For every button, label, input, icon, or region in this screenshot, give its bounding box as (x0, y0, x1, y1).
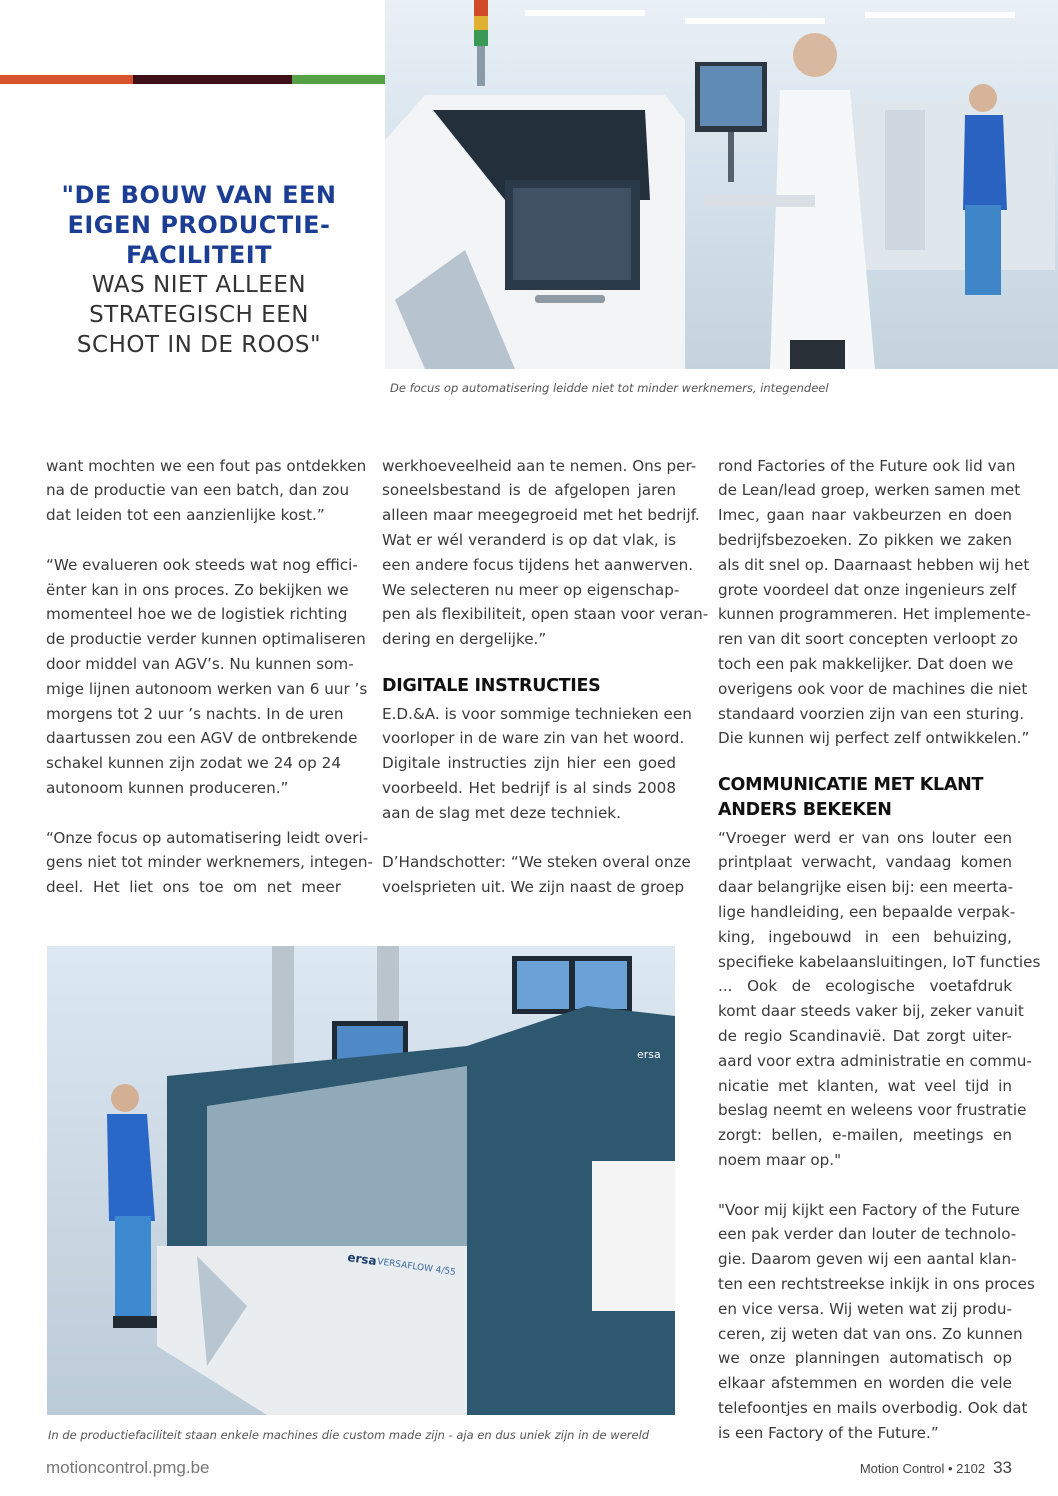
text-line: "Voor mij kijkt een Factory of the Future (718, 1200, 1020, 1219)
quote-bold-line-2: EIGEN PRODUCTIE- (67, 211, 331, 239)
text-line: alleen maar meegegroeid met het bedrijf. (382, 506, 700, 525)
text-line: Wat er wél veranderd is op dat vlak, is (382, 530, 676, 549)
footer-issue (860, 1458, 1012, 1478)
text-line: soneelsbestand is de afgelopen jaren (382, 481, 676, 500)
text-line: elkaar afstemmen en worden die vele (718, 1374, 1012, 1393)
text-line: D’Handschotter: “We steken overal onze (382, 853, 691, 872)
text-line: voorbeeld. Het bedrijf is al sinds 2008 (382, 778, 676, 797)
text-line: daartussen zou een AGV de ontbrekende (46, 729, 358, 748)
page-number: 33 (993, 1458, 1012, 1477)
text-line: E.D.&A. is voor sommige technieken een (382, 704, 692, 723)
text-line: toch een pak makkelijker. Dat doen we (718, 654, 1014, 673)
text-line: gie. Daarom geven wij een aantal klan- (718, 1250, 1017, 1269)
text-line: als dit snel op. Daarnaast hebben wij het (718, 555, 1030, 574)
text-line: dering en dergelijke.” (382, 630, 547, 649)
text-line: de regio Scandinavië. Dat zorgt uiter- (718, 1026, 1012, 1045)
text-line: aan de slag met deze techniek. (382, 803, 621, 822)
text-line: “Onze focus op automatisering leidt overi- (46, 828, 369, 847)
text-line: Digitale instructies zijn hier een goed (382, 754, 676, 773)
text-line: kunnen programmeren. Het implemente- (718, 605, 1031, 624)
text-line: grote voordeel dat onze ingenieurs zelf (718, 580, 1017, 599)
text-line: is een Factory of the Future.” (718, 1423, 939, 1442)
text-line: specifieke kabelaansluitingen, IoT functies (718, 952, 1041, 971)
top-photo-caption: De focus op automatisering leidde niet tot minder werknemers, integendeel (390, 381, 829, 395)
text-line: printplaat verwacht, vandaag komen (718, 853, 1012, 872)
text-line: werkhoeveelheid aan te nemen. Ons per- (382, 456, 697, 475)
text-line: nicatie met klanten, wat veel tijd in (718, 1076, 1012, 1095)
text-line: beslag neemt en weleens voor frustratie (718, 1101, 1027, 1120)
text-line: een pak verder dan louter de technolo- (718, 1225, 1017, 1244)
footer-issue-label: Motion Control • 2102 (859, 1461, 986, 1476)
pull-quote (40, 180, 358, 360)
text-line: ceren, zij weten dat van ons. Zo kunnen (718, 1324, 1023, 1343)
text-line: overigens ook voor de machines die niet (718, 679, 1028, 698)
quote-light-line-2: STRATEGISCH EEN (89, 302, 309, 328)
section-heading-communicatie-line: COMMUNICATIE MET KLANT (718, 775, 984, 795)
text-line: ten een rechtstreekse inkijk in ons proces (718, 1274, 1035, 1293)
text-line: noem maar op." (718, 1150, 842, 1169)
text-line: schakel kunnen zijn zodat we 24 op 24 (46, 754, 341, 773)
text-line: een andere focus tijdens het aanwerven. (382, 555, 694, 574)
text-line: morgens tot 2 uur ’s nachts. In de uren (46, 704, 344, 723)
accent-bar-orange (0, 75, 133, 84)
text-line: zorgt: bellen, e-mailen, meetings en (718, 1126, 1012, 1145)
text-line: telefoontjes en mails overbodig. Ook dat (718, 1398, 1028, 1417)
text-line: king, ingebouwd in een behuizing, (718, 927, 1012, 946)
text-line: na de productie van een batch, dan zou (46, 481, 350, 500)
text-line: dat leiden tot een aanzienlijke kost.” (46, 506, 325, 525)
text-line: momenteel hoe we de logistiek richting (46, 605, 348, 624)
accent-bar-maroon (133, 75, 292, 84)
text-line: want mochten we een fout pas ontdekken (46, 456, 367, 475)
text-line: en vice versa. Wij weten wat zij produ- (718, 1299, 1012, 1318)
text-line: ren van dit soort concepten verloopt zo (718, 630, 1019, 649)
text-line: lige handleiding, een bepaalde verpak- (718, 902, 1016, 921)
text-line: de productie verder kunnen optimaliseren (46, 630, 366, 649)
text-line: “Vroeger werd er van ons louter een (718, 828, 1012, 847)
footer-website[interactable]: motioncontrol.pmg.be (46, 1458, 210, 1477)
quote-bold-line-3: FACILITEIT (125, 241, 273, 269)
text-line: standaard voorzien zijn van een sturing. (718, 704, 1025, 723)
text-line: Die kunnen wij perfect zelf ontwikkelen.” (718, 729, 1030, 748)
text-line: voelsprieten uit. We zijn naast de groep (382, 878, 685, 897)
text-line: ënter kan in ons proces. Zo bekijken we (46, 580, 349, 599)
text-line: voorloper in de ware zin van het woord. (382, 729, 685, 748)
text-line: ... Ook de ecologische voetafdruk (718, 977, 1012, 996)
text-line: door middel van AGV’s. Nu kunnen som- (46, 654, 354, 673)
quote-light-line-3: SCHOT IN DE ROOS" (76, 332, 322, 358)
text-line: bedrijfsbezoeken. Zo pikken we zaken (718, 530, 1012, 549)
text-line: de Lean/lead groep, werken samen met (718, 481, 1021, 500)
text-line (46, 801, 341, 826)
text-line (382, 826, 676, 851)
section-heading-digitale-instructies: DIGITALE INSTRUCTIES (382, 676, 601, 696)
machine-model-label: VERSAFLOW 4/55 (376, 1257, 457, 1278)
text-line: pen als flexibiliteit, open staan voor veran- (382, 605, 709, 624)
text-line (46, 528, 341, 553)
quote-light-line-1: WAS NIET ALLEEN (91, 272, 307, 298)
text-line: Imec, gaan naar vakbeurzen en doen (718, 506, 1012, 525)
bottom-photo-caption: In de productiefaciliteit staan enkele machines die custom made zijn - aja en dus uniek zijn in de wereld (48, 1428, 650, 1442)
text-line: deel. Het liet ons toe om net meer (46, 878, 341, 897)
text-line: komt daar steeds vaker bij, zeker vanuit (718, 1002, 1024, 1021)
text-line: daar belangrijke eisen bij: een meerta- (718, 878, 1014, 897)
quote-bold-line-1: "DE BOUW VAN EEN (61, 181, 337, 209)
bottom-photo (47, 946, 675, 1415)
text-line: rond Factories of the Future ook lid van (718, 456, 1016, 475)
text-line (718, 1173, 1012, 1198)
text-line: We selecteren nu meer op eigenschap- (382, 580, 680, 599)
text-line: gens niet tot minder werknemers, integen- (46, 853, 374, 872)
text-line: we onze planningen automatisch op (718, 1349, 1012, 1368)
machine-brand-label: ersa (346, 1250, 378, 1269)
top-photo (385, 0, 1058, 369)
machine-brand-logo: ersa (637, 1048, 661, 1061)
text-line: aard voor extra administratie en commu- (718, 1051, 1032, 1070)
text-line: mige lijnen autonoom werken van 6 uur ’s (46, 679, 368, 698)
accent-bar-green (292, 75, 385, 84)
text-line: “We evalueren ook steeds wat nog effici- (46, 555, 358, 574)
section-heading-communicatie-line: ANDERS BEKEKEN (718, 800, 892, 820)
text-line: autonoom kunnen produceren.” (46, 778, 289, 797)
